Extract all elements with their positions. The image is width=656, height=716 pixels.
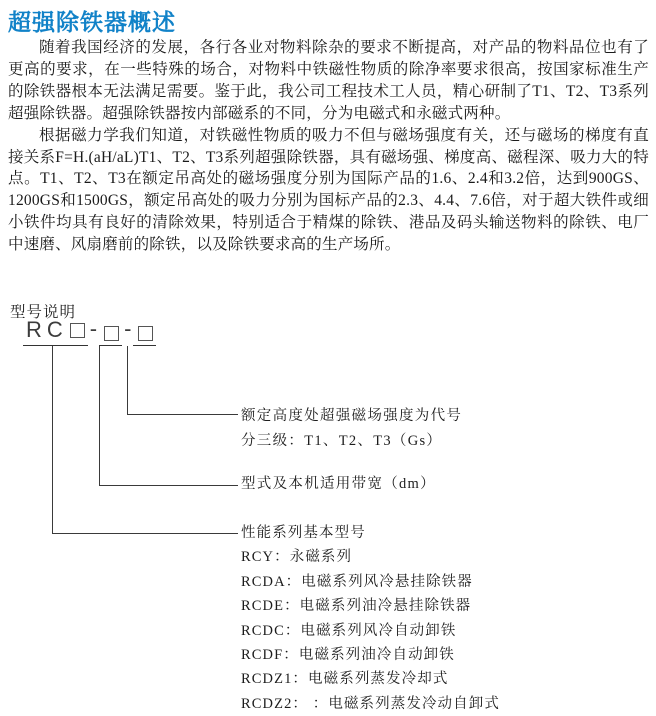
model-code-diagram [23, 318, 156, 346]
label-bandwidth: 型式及本机适用带宽（dm） [241, 476, 436, 492]
label-rated-line1: 额定高度处超强磁场强度为代号 [241, 408, 463, 424]
model-code-group-bandwidth [99, 326, 122, 346]
series-item-rcdf: RCDF：电磁系列油冷自动卸铁 [241, 646, 455, 663]
series-item-rcdz2: RCDZ2： ：电磁系列蒸发冷动自卸式 [241, 695, 500, 712]
label-rated-field-strength [241, 404, 462, 454]
connector-line-grade [127, 346, 238, 415]
model-code-group-series [23, 319, 88, 346]
series-item-rcdc: RCDC：电磁系列风冷自动卸铁 [241, 622, 457, 639]
model-section-heading: 型号说明 [10, 304, 77, 321]
model-code-dash: - [124, 316, 132, 341]
paragraph-magnetics: 根据磁力学我们知道，对铁磁性物质的吸力不但与磁场强度有关，还与磁场的梯度有直接关系F=H.(aH/aL)T1、T2、T3系列超强除铁器，具有磁场强、梯度高、磁程深、吸力大的特点。T1、T2、T3在额定吊高处的磁场强度分别为国际产品的1.6、2.4和3.2倍，达到900GS、1200GS和1500GS，额定吊高处的吸力分别为国标产品的2.3、4.4、7.6倍，对于超大铁件或细小铁件均具有良好的清除效果，特别适合于精煤的除铁、港品及码头输送物料的除铁、电厂中速磨、风扇磨前的除铁，以及除铁要求高的生产场所。 [8, 126, 649, 254]
placeholder-box-bandwidth [104, 326, 119, 341]
paragraph-overview: 随着我国经济的发展，各行各业对物料除杂的要求不断提高，对产品的物料品位也有了更高的要求，在一些特殊的场合，对物料中铁磁性物质的除净率要求很高，按国家标准生产的除铁器根本无法满足需要。鉴于此，我公司工程技术工人员，精心研制了T1、T2、T3系列超强除铁器。超强除铁器按内部磁系的不同，分为电磁式和永磁式两种。 [8, 39, 649, 122]
series-item-rcdz1: RCDZ1：电磁系列蒸发冷却式 [241, 671, 449, 688]
series-item-rcy: RCY：永磁系列 [241, 549, 353, 566]
page-title: 超强除铁器概述 [8, 9, 176, 35]
model-code-prefix: RC [26, 317, 68, 342]
intro-text [8, 37, 649, 256]
series-item-rcde: RCDE：电磁系列油冷悬挂除铁器 [241, 598, 472, 615]
placeholder-box-series [70, 323, 85, 338]
placeholder-box-grade [138, 326, 153, 341]
series-item-rcda: RCDA：电磁系列风冷悬挂除铁器 [241, 573, 473, 590]
model-code-dash: - [89, 316, 98, 341]
label-rated-line2: 分三级：T1、T2、T3（Gs） [241, 433, 443, 449]
label-series-base: 性能系列基本型号 [241, 525, 366, 541]
model-code-group-grade [133, 326, 156, 346]
series-list [241, 521, 500, 716]
